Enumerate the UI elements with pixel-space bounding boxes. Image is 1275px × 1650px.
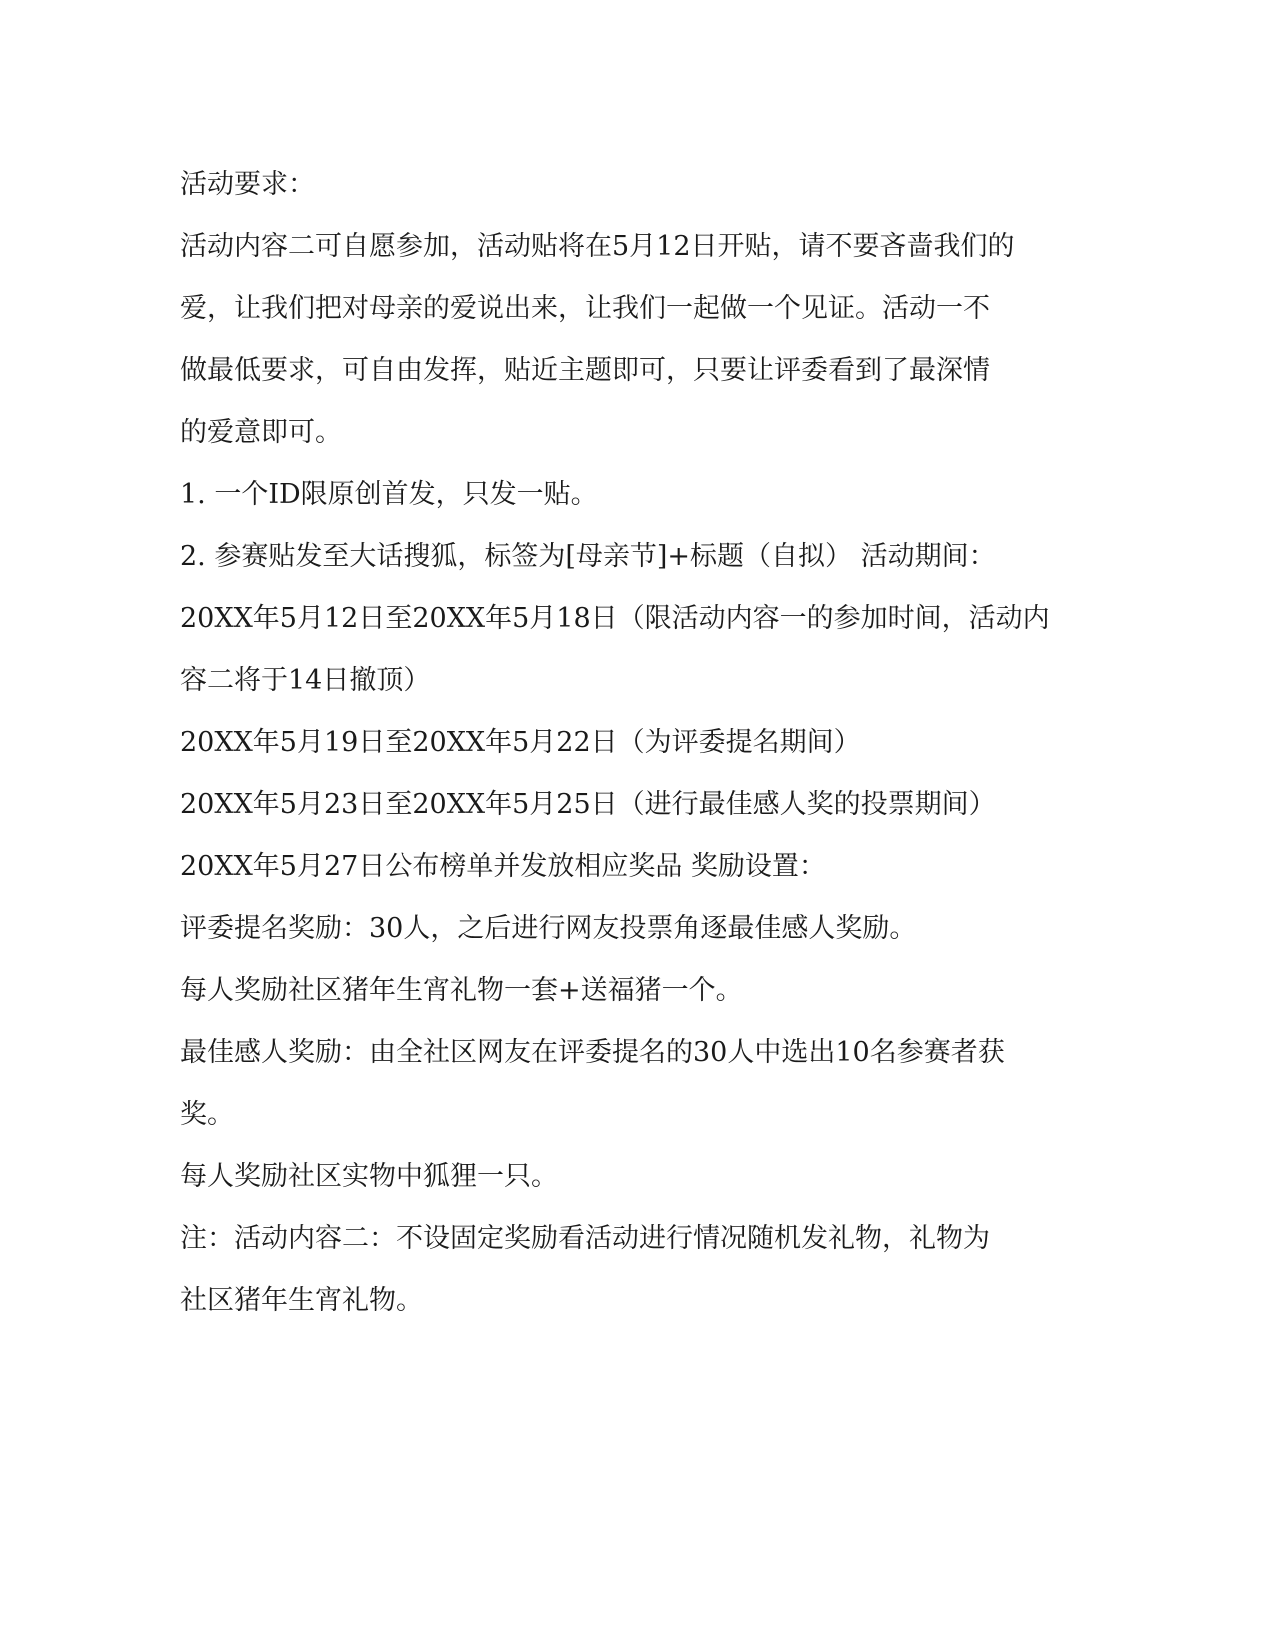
paragraph-line: 20XX年5月19日至20XX年5月22日（为评委提名期间） — [180, 727, 861, 758]
paragraph-line: 每人奖励社区实物中狐狸一只。 — [180, 1161, 558, 1192]
paragraph-line: 活动内容二可自愿参加，活动贴将在5月12日开贴，请不要吝啬我们的 — [180, 231, 1015, 262]
paragraph-line: 20XX年5月27日公布榜单并发放相应奖品 奖励设置： — [180, 851, 826, 882]
paragraph-line: 奖。 — [180, 1099, 234, 1130]
list-item: 2. 参赛贴发至大话搜狐，标签为[母亲节]+标题（自拟） 活动期间： — [180, 541, 996, 572]
paragraph-line: 20XX年5月12日至20XX年5月18日（限活动内容一的参加时间，活动内 — [180, 603, 1050, 634]
paragraph-line: 社区猪年生宵礼物。 — [180, 1285, 423, 1316]
paragraph-line: 做最低要求，可自由发挥，贴近主题即可，只要让评委看到了最深情 — [180, 355, 990, 386]
paragraph-line: 注：活动内容二：不设固定奖励看活动进行情况随机发礼物，礼物为 — [180, 1223, 990, 1254]
paragraph-line: 每人奖励社区猪年生宵礼物一套+送福猪一个。 — [180, 975, 743, 1006]
paragraph-line: 评委提名奖励：30人，之后进行网友投票角逐最佳感人奖励。 — [180, 913, 917, 944]
section-heading: 活动要求： — [180, 169, 315, 200]
paragraph-line: 最佳感人奖励：由全社区网友在评委提名的30人中选出10名参赛者获 — [180, 1037, 1005, 1068]
list-item: 1. 一个ID限原创首发，只发一贴。 — [180, 479, 598, 510]
paragraph-line: 20XX年5月23日至20XX年5月25日（进行最佳感人奖的投票期间） — [180, 789, 996, 820]
paragraph-line: 爱，让我们把对母亲的爱说出来，让我们一起做一个见证。活动一不 — [180, 293, 990, 324]
document-body — [180, 154, 1050, 1332]
paragraph-line: 的爱意即可。 — [180, 417, 342, 448]
paragraph-line: 容二将于14日撤顶） — [180, 665, 431, 696]
